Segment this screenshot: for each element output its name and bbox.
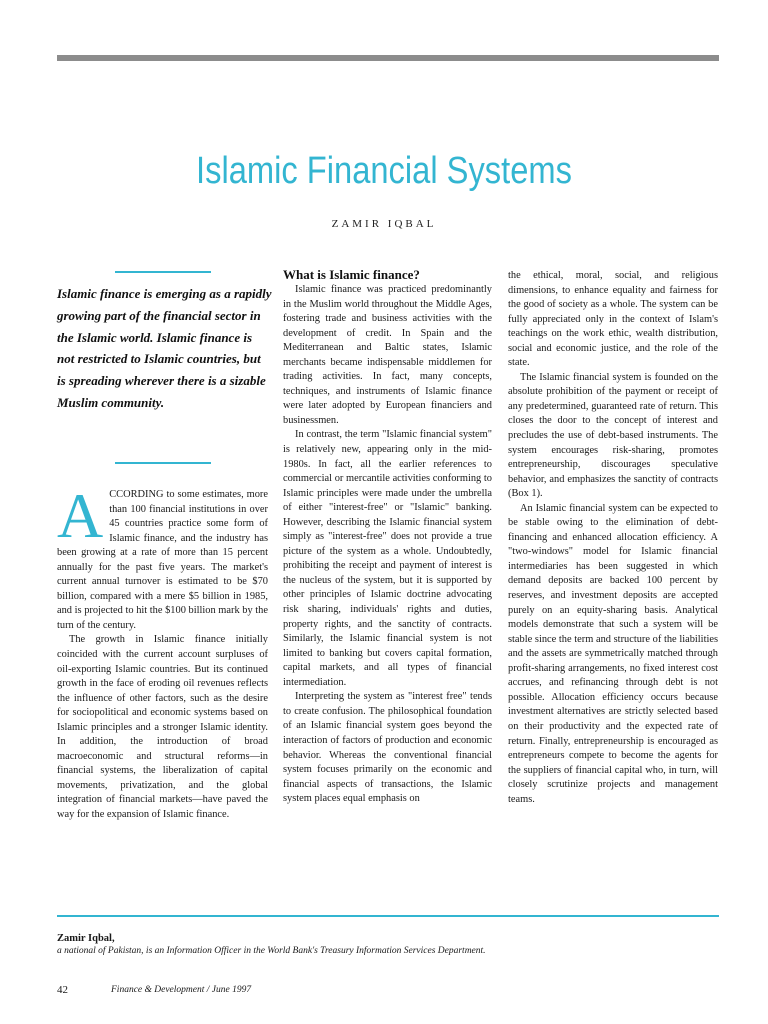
journal-citation: Finance & Development / June 1997 bbox=[111, 985, 252, 995]
column-3 bbox=[508, 269, 718, 807]
footer-rule bbox=[57, 915, 719, 917]
paragraph: Islamic finance was practiced predominantly in the Muslim world throughout the Middle Ages, fostering trade and business activities with the development of credit. In Spain and the Mediterranean and Baltic states, Islamic merchants became indispensable middlemen for trading activities. In fact, many concepts, techniques, and instruments of Islamic finance were later adopted by European financiers and businessmen. bbox=[283, 284, 492, 426]
paragraph: the ethical, moral, social, and religious dimensions, to enhance equality and fairness for the good of society as a whole. The system can be fully appreciated only in the context of Islam's teachings on the work ethic, wealth distribution, social and economic justice, and the role of the state. bbox=[508, 270, 718, 369]
pullquote-bottom-rule bbox=[115, 462, 211, 464]
paragraph: CCORDING to some estimates, more than 100 financial institutions in over 45 countries practice some form of Islamic finance, and the industry has been growing at a rate of more than 15 percent annually for the past five years. The market's current annual turnover is estimated to be $70 billion, compared with a mere $5 billion in 1985, and is projected to hit the $100 billion mark by the turn of the century. bbox=[57, 489, 268, 631]
page-number: 42 bbox=[57, 984, 68, 996]
author-bio-text: a national of Pakistan, is an Information Officer in the World Bank's Treasury Information Services Department. bbox=[57, 946, 486, 956]
paragraph: The Islamic financial system is founded on the absolute prohibition of the payment or receipt of any predetermined, guaranteed rate of return. This closes the door to the concept of interest and precludes the use of debt-based instruments. The system encourages risk-sharing, promotes entrepreneurship, discourages speculative behavior, and emphasizes the sanctity of contracts (Box 1). bbox=[508, 371, 718, 500]
author-byline: ZAMIR IQBAL bbox=[331, 218, 437, 230]
column-1 bbox=[57, 480, 268, 823]
author-bio-name: Zamir Iqbal, bbox=[57, 933, 115, 944]
paragraph: In contrast, the term "Islamic financial system" is relatively new, appearing only in the mid-1980s. In fact, all the earlier references to commercial or mercantile activities conforming to Islamic principles were made under the umbrella of either "interest-free" or "Islamic" banking. However, describing the Islamic financial system simply as "interest-free" does not provide a true picture of the system as a whole. Undoubtedly, prohibiting the receipt and payment of interest is the nucleus of the system, but it is supported by other principles of Islamic doctrine advocating risk sharing, individuals' rights and duties, property rights, and the sanctity of contracts. Similarly, the Islamic financial system is not limited to banking but covers capital formation, capital markets, and all types of financial intermediation. bbox=[283, 429, 492, 688]
pullquote-top-rule bbox=[115, 271, 211, 273]
column-2 bbox=[283, 283, 492, 807]
top-rule bbox=[57, 55, 719, 61]
article-title: Islamic Financial Systems bbox=[196, 150, 572, 192]
paragraph: An Islamic financial system can be expected to be stable owing to the elimination of debt-financing and enhanced allocation efficiency. A "two-windows" model for Islamic financial intermediaries has been suggested in which demand deposits are backed 100 percent by reserves, and investment deposits are accepted purely on an equity-sharing basis. Analytical models demonstrate that such a system will be stable since the term and structure of the liabilities and the assets are symmetrically matched through profit-sharing arrangements, no fixed interest cost accrues, and refinancing through debt is not possible. Allocation efficiency occurs because investment alternatives are strictly selected based on their productivity and the expected rate of return. Finally, entrepreneurship is encouraged as entrepreneurs compete to become the agents for the suppliers of financial capital who, in turn, will closely scrutinize projects and management teams. bbox=[508, 502, 718, 805]
paragraph: Interpreting the system as "interest free" tends to create confusion. The philosophical foundation of an Islamic financial system goes beyond the interaction of factors of production and economic behavior. Whereas the conventional financial system focuses primarily on the economic and financial aspects of transactions, the Islamic system places equal emphasis on bbox=[283, 691, 492, 805]
pullquote: Islamic finance is emerging as a rapidly growing part of the financial sector in the Islamic world. Islamic finance is not restricted to Islamic countries, but is spreading wherever there is a sizable Muslim community. bbox=[57, 286, 272, 410]
section-heading: What is Islamic finance? bbox=[283, 267, 420, 282]
drop-cap: A bbox=[57, 480, 104, 551]
paragraph: The growth in Islamic finance initially coincided with the current account surpluses of oil-exporting Islamic countries. But its continued growth in the face of eroding oil revenues reflects the influence of other factors, such as the desire for sociopolitical and economic systems based on Islamic principles and a stronger Islamic identity. In addition, the introduction of broad macroeconomic and structural reforms—in financial systems, the liberalization of capital movements, privatization, and the global integration of financial markets—have paved the way for the expansion of Islamic finance. bbox=[57, 634, 268, 821]
